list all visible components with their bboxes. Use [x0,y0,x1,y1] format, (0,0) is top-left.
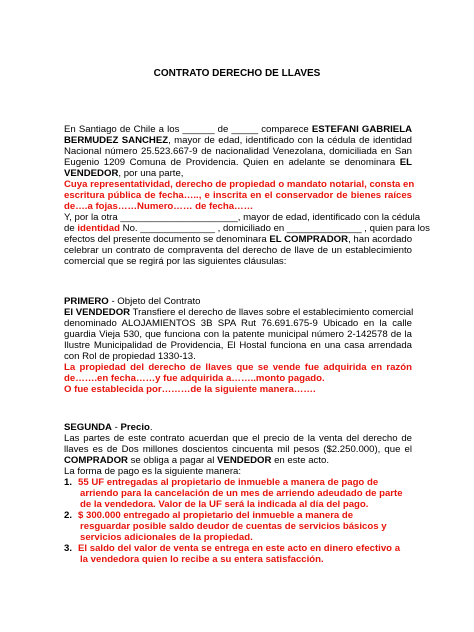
segunda-text: se obliga a pagar al [127,455,218,466]
payment-item-3-line-2: la vendedora quien lo recibe a su entera satisfacción. [80,554,324,565]
payment-item-1 [64,477,412,488]
payment-item-2 [64,510,412,521]
seller-name-part1: ESTEFANI GABRIELA [311,124,412,135]
p1-line-7 [64,223,430,234]
buyer-term: COMPRADOR [64,455,128,466]
primero-heading [64,296,412,307]
primero-line-1 [64,307,412,318]
primero-subtitle: - Objeto del Contrato [108,296,201,307]
primero-line-5: con Rol de propiedad 1330-13. [64,351,196,362]
p1-line-3: Nacional número 25.523.667-9 de nacionalidad Venezolana, domiciliada en San [64,146,412,157]
buyer-term: EL COMPRADOR [269,234,349,245]
p1-line-1 [64,124,412,135]
p1-line-2 [64,135,412,146]
seller-term: EL [399,157,412,168]
p1-line-8 [64,234,412,245]
segunda-label: SEGUNDA [64,422,112,433]
p1-text: efectos del presente documento se denominara [64,234,270,245]
identity-word: identidad [77,223,120,234]
primero-line-4: Ilustre Municipalidad de Providencia, El Hostal funciona en una casa arrendada [64,340,412,351]
p1-text: , han acordado [348,234,413,245]
payment-item-1-line-3: de la vendedora. Valor de la UF será la indicada al día del pago. [80,499,369,510]
segunda-separator: - [111,422,121,433]
segunda-line-3 [64,455,412,466]
primero-red-line-3: O fue establecida por………de la siguiente manera……. [64,384,316,395]
payment-item-text: $ 300.000 entregado al propietario del inmueble a manera de [78,510,354,521]
segunda-line-2: llaves es de Dos millones doscientos cincuenta mil pesos ($2.250.000), que el [64,444,412,455]
payment-item-3 [64,543,412,554]
segunda-text: en este acto. [271,455,330,466]
p1-line-6: Y, por la otra ______________________, mayor de edad, identificado con la cédula [64,212,421,223]
document-title: CONTRATO DERECHO DE LLAVES [153,68,321,79]
primero-label: PRIMERO [64,296,109,307]
primero-line-2: denominado ALOJAMIENTOS 3B SPA Rut 76.691.675-9 Ubicado en la calle [64,318,412,329]
p1-red-line-1: Cuya representatividad, derecho de propiedad o mandato notarial, consta en [64,179,415,190]
primero-red-line-2: de…….en fecha……y fue adquirida a……..monto pagado. [64,373,325,384]
payment-item-text: El saldo del valor de venta se entrega en este acto en dinero efectivo a [78,543,401,554]
payment-item-1-line-2: arriendo para la cancelación de un mes de arriendo adeudado de parte [80,488,403,499]
p1-line-9: celebrar un contrato de compraventa del derecho de llave de un establecimiento [64,245,412,256]
segunda-heading [64,422,412,433]
p1-text: de [64,223,78,234]
p1-line-5 [64,168,412,179]
primero-text: Transfiere el derecho de llaves sobre el establecimiento comercial [130,307,414,318]
segunda-line-1: Las partes de este contrato acuerdan que el precio de la venta del derecho de [64,433,412,444]
p1-red-line-3: de….a fojas……Numero…… de fecha…… [64,201,254,212]
payment-item-number: 2. [64,510,73,521]
p1-text: No. ______________ , domiciliado en ______________ , quien para los [119,223,430,234]
seller-term: VENDEDOR [64,168,119,179]
segunda-line-4: La forma de pago es la siguiente manera: [64,466,242,477]
p1-red-line-2: escritura pública de fecha….., e inscrita en el conservador de bienes raíces [64,190,412,201]
segunda-period: . [149,422,153,433]
seller-term: VENDEDOR [217,455,272,466]
payment-item-number: 3. [64,543,73,554]
payment-item-2-line-3: servicios adicionales de la propiedad. [80,532,253,543]
p1-text: Eugenio 1209 Comuna de Providencia. Quien en adelante se denominara [64,157,400,168]
primero-line-3: guardia Vieja 530, que funciona con la patente municipal número 2-142578 de la [64,329,412,340]
p1-text: , por una parte, [118,168,184,179]
payment-item-number: 1. [64,477,73,488]
payment-item-text: 55 UF entregadas al propietario de inmueble a manera de pago de [78,477,379,488]
p1-line-4 [64,157,412,168]
p1-text: En Santiago de Chile a los ______ de _____ comparece [64,124,312,135]
p1-text: , mayor de edad, identificado con la cédula de identidad [168,135,412,146]
seller-name-part2: BERMUDEZ SANCHEZ [64,135,169,146]
p1-line-10: comercial que se regirá por las siguientes cláusulas: [64,256,287,267]
payment-item-2-line-2: resguardar posible saldo deudor de cuentas de servicios básicos y [80,521,387,532]
seller-term: El VENDEDOR [64,307,131,318]
primero-red-line-1: La propiedad del derecho de llaves que se vende fue adquirida en razón [64,362,412,373]
segunda-subtitle: Precio [120,422,150,433]
